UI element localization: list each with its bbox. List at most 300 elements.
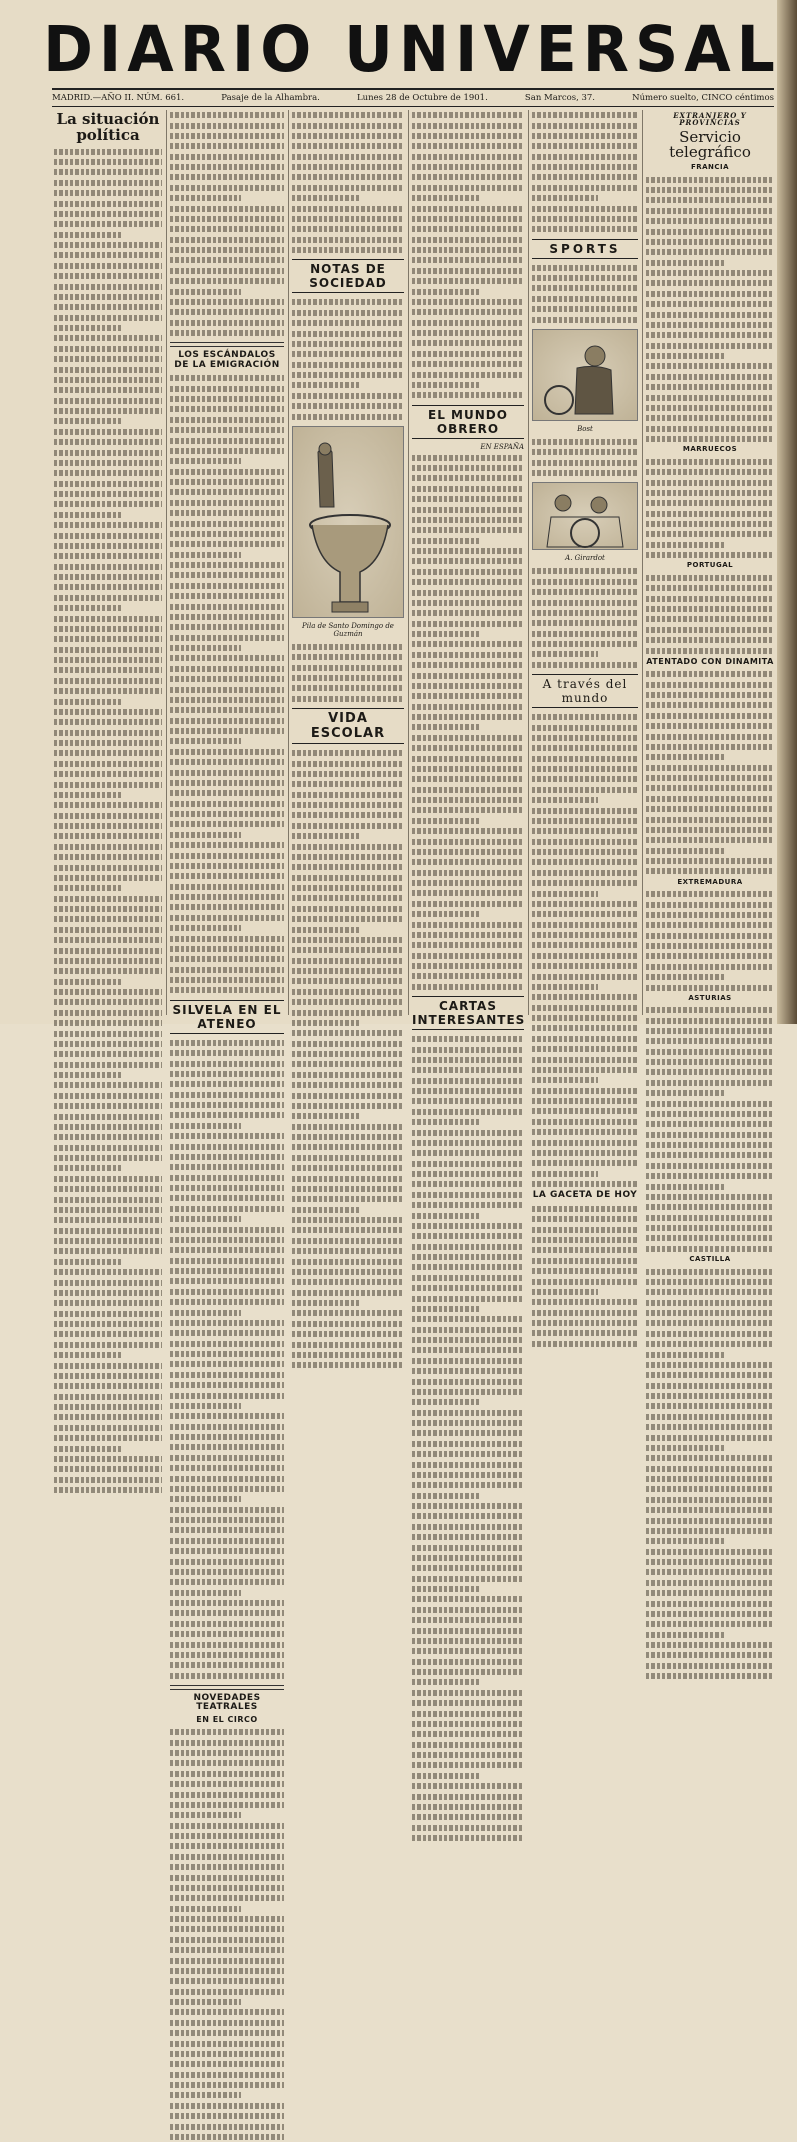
text-line [292,771,404,777]
text-line [170,738,241,744]
text-line [170,2009,284,2015]
text-line [412,1742,524,1748]
text-line [646,775,774,781]
text-line [646,1300,774,1306]
text-line [532,317,638,323]
text-line [170,687,284,693]
text-line [170,645,241,651]
text-line [292,1072,404,1078]
text-line [54,429,162,435]
text-line [412,776,524,782]
text-line [412,756,524,762]
text-line [412,216,524,222]
text-line [54,699,121,705]
text-line [412,1047,524,1053]
text-line [292,174,404,180]
text-line [170,967,284,973]
text-line [412,1233,524,1239]
text-line [292,1196,404,1202]
text-line [170,614,284,620]
section-cartas: CARTAS INTERESANTES [412,996,524,1030]
text-line [646,1673,774,1679]
text-line [292,665,404,671]
text-line [292,654,404,660]
text-line [532,206,638,212]
text-line [412,631,481,637]
text-line [54,450,162,456]
text-line [646,1424,774,1430]
text-line [532,870,638,876]
text-line [54,1082,162,1088]
text-line [412,1161,524,1167]
text-line [170,386,284,392]
text-line [54,709,162,715]
text-line [292,781,404,787]
text-line [170,1781,284,1787]
text-line [170,1621,284,1627]
text-line [54,1010,162,1016]
text-line [532,1171,598,1177]
text-line [54,1383,162,1389]
text-line [170,718,284,724]
text-line [170,1652,284,1658]
text-line [292,112,404,118]
text-line [646,1362,774,1368]
text-line [646,521,774,527]
text-line [170,1631,284,1637]
text-line [412,558,524,564]
text-line [646,552,774,558]
text-line [646,723,774,729]
text-line [646,1331,774,1337]
text-line [412,1254,524,1260]
text-line [54,657,162,663]
text-line [292,247,404,253]
text-line [532,880,638,886]
text-line [646,817,774,823]
text-line [646,1194,774,1200]
text-line [646,902,774,908]
text-line [54,543,162,549]
text-line [292,372,404,378]
text-line [646,858,774,864]
text-line [170,309,284,315]
text-line [532,1108,638,1114]
text-line [54,1321,162,1327]
text-line [646,953,774,959]
text-line [170,1989,284,1995]
text-line [292,393,404,399]
cyclist-drawing [537,334,633,420]
text-line [412,714,524,720]
text-line [412,257,524,263]
text-line [54,730,162,736]
text-line [170,2113,284,2119]
text-line [646,469,774,475]
text-line [54,315,162,321]
text-line [532,766,638,772]
article-text [170,1727,284,2142]
text-line [412,1379,524,1385]
text-line [54,761,162,767]
text-line [292,989,404,995]
text-line [532,620,638,626]
text-line [170,1227,284,1233]
column-6 [646,110,774,1264]
text-line [532,185,638,191]
text-line [170,583,284,589]
text-line [170,1330,284,1336]
text-line [54,1300,162,1306]
text-line [170,1906,241,1912]
article-text [170,110,284,338]
text-line [292,1165,404,1171]
text-line [292,331,404,337]
text-line [54,1217,162,1223]
text-line [646,806,774,812]
text-line [412,1545,524,1551]
text-line [170,174,284,180]
text-line [412,621,524,627]
text-line [170,1843,284,1849]
text-line [54,813,162,819]
text-line [292,1093,404,1099]
text-line [532,164,638,170]
text-line [646,1393,774,1399]
text-line [54,346,162,352]
text-line [412,164,524,170]
text-line [170,1382,284,1388]
text-line [170,987,284,993]
text-line [170,427,284,433]
text-line [170,2072,284,2078]
text-line [292,185,404,191]
section-castilla: CASTILLA [689,1255,731,1264]
text-line [54,1041,162,1047]
text-line [646,1018,774,1024]
text-line [54,574,162,580]
text-line [646,682,774,688]
article-text [412,1034,524,1843]
text-line [412,652,524,658]
text-line [412,289,481,295]
text-line [646,616,774,622]
text-line [170,2092,241,2098]
text-line [170,257,284,263]
text-line [54,1207,162,1213]
text-line [646,744,774,750]
text-line [532,1268,638,1274]
text-line [292,1207,361,1213]
text-line [646,964,774,970]
text-line [292,937,404,943]
text-line [54,377,162,383]
text-line [646,426,774,432]
text-line [646,1601,774,1607]
text-line [532,133,638,139]
text-line [292,1259,404,1265]
text-line [54,273,162,279]
section-vida-escolar: VIDA ESCOLAR [292,708,404,744]
text-line [54,1238,162,1244]
text-line [170,278,284,284]
text-line [532,745,638,751]
text-line [170,185,284,191]
text-line [646,1352,725,1358]
text-line [412,1752,524,1758]
text-line [170,2041,284,2047]
text-line [532,123,638,129]
text-line [292,1124,404,1130]
text-line [646,1642,774,1648]
text-line [54,595,162,601]
text-line [292,226,404,232]
text-line [412,1711,524,1717]
text-line [170,1278,284,1284]
article-text [532,437,638,479]
text-line [646,1225,774,1231]
text-line [532,1046,638,1052]
text-line [292,1310,404,1316]
text-line [292,164,404,170]
text-line [170,2124,284,2130]
text-line [412,1773,481,1779]
column-2 [170,110,284,1724]
text-line [54,782,162,788]
text-line [170,2030,284,2036]
text-line [412,1493,481,1499]
text-line [292,237,404,243]
text-line [412,340,524,346]
text-line [412,299,524,305]
text-line [646,415,774,421]
text-line [170,1361,284,1367]
text-line [292,310,404,316]
text-line [54,823,162,829]
text-line [170,1237,284,1243]
text-line [532,1140,638,1146]
text-line [646,374,774,380]
text-line [412,1814,524,1820]
text-line [646,291,774,297]
text-line [170,1164,284,1170]
text-line [292,382,361,388]
text-line [170,375,284,381]
article-text [532,712,638,1189]
text-line [412,1202,524,1208]
text-line [170,1040,284,1046]
text-line [292,1238,404,1244]
text-line [170,1372,284,1378]
text-line [532,849,638,855]
text-line [170,604,284,610]
font-drawing [298,437,398,617]
article-text [532,110,638,235]
text-line [532,296,638,302]
text-line [292,123,404,129]
text-line [292,1279,404,1285]
text-line [292,1186,404,1192]
text-line [532,662,638,668]
text-line [412,1036,524,1042]
text-line [646,1476,774,1482]
text-line [170,330,284,336]
text-line [54,335,162,341]
text-line [412,1441,524,1447]
text-line [54,564,162,570]
text-line [170,1299,284,1305]
illustration-baptismal-font [292,426,404,618]
text-line [532,275,638,281]
headline-telegrafico: Servicio telegráfico [669,127,751,162]
text-line [412,610,524,616]
text-line [412,1648,524,1654]
article-text [292,748,404,1371]
text-line [170,1310,241,1316]
text-line [646,765,774,771]
text-line [54,1165,121,1171]
text-line [54,740,162,746]
text-line [646,490,774,496]
text-line [170,541,284,547]
text-line [292,968,404,974]
text-line [54,159,162,165]
text-line [532,579,638,585]
text-line [54,190,162,196]
text-line [170,946,284,952]
text-line [646,1455,774,1461]
text-line [646,1080,774,1086]
text-line [412,1368,524,1374]
text-line [54,1280,162,1286]
section-marruecos: MARRUECOS [682,445,738,454]
text-line [532,859,638,865]
article-text [292,642,404,704]
text-line [54,149,162,155]
text-line [54,501,162,507]
text-line [54,1394,162,1400]
text-line [646,1269,774,1275]
text-line [170,801,284,807]
text-line [292,1103,404,1109]
section-a-traves: A través del mundo [532,674,638,708]
text-line [54,553,162,559]
issue-price: Número suelto, CINCO céntimos [632,93,774,103]
text-line [170,759,284,765]
text-line [412,828,524,834]
text-line [292,1290,404,1296]
text-line [532,216,638,222]
text-line [646,1652,774,1658]
text-line [532,911,638,917]
text-line [532,439,638,445]
text-line [170,936,284,942]
text-line [170,635,284,641]
text-line [170,1081,284,1087]
text-line [54,802,162,808]
text-line [412,1410,524,1416]
text-line [170,790,284,796]
text-line [532,776,638,782]
text-line [412,1586,481,1592]
text-line [646,868,774,874]
text-line [54,512,121,518]
text-line [412,226,524,232]
text-line [646,1204,774,1210]
text-line [170,510,284,516]
text-line [412,372,524,378]
text-line [170,1195,284,1201]
text-line [54,1487,162,1493]
text-line [170,1112,284,1118]
text-line [412,953,524,959]
text-line [54,1197,162,1203]
text-line [412,1389,524,1395]
text-line [412,247,524,253]
text-line [170,289,241,295]
text-line [170,1403,241,1409]
text-line [170,780,284,786]
text-line [292,812,404,818]
text-line [170,894,284,900]
text-line [646,1372,774,1378]
text-line [412,1150,524,1156]
text-line [646,405,774,411]
text-line [170,1527,284,1533]
text-line [170,1050,284,1056]
text-line [170,1823,284,1829]
text-line [412,1690,524,1696]
text-line [646,1414,774,1420]
text-line [170,237,284,243]
text-line [54,211,162,217]
text-line [412,278,524,284]
column-4 [412,110,526,1027]
article-text [646,573,774,656]
text-line [646,1486,774,1492]
text-line [170,562,284,568]
article-text [646,669,774,877]
text-line [412,870,524,876]
text-line [412,1679,481,1685]
text-line [170,1895,284,1901]
text-line [54,284,162,290]
text-line [412,1067,524,1073]
text-line [412,724,481,730]
text-line [532,922,638,928]
text-line [170,1424,284,1430]
article-text [532,1204,638,1349]
text-line [170,216,284,222]
text-line [412,1576,524,1582]
illustration-caption-1: Bost [577,424,593,433]
text-line [170,1968,284,1974]
text-line [532,641,638,647]
text-line [646,1549,774,1555]
text-line [532,1216,638,1222]
text-line [170,2082,284,2088]
text-line [532,610,638,616]
section-gaceta: LA GACETA DE HOY [532,1190,638,1201]
text-line [412,1192,524,1198]
text-line [412,1171,524,1177]
text-line [170,832,241,838]
text-line [292,864,404,870]
address-right: San Marcos, 37. [524,93,595,103]
text-line [532,1299,638,1305]
text-line [54,667,162,673]
text-line [646,1663,774,1669]
